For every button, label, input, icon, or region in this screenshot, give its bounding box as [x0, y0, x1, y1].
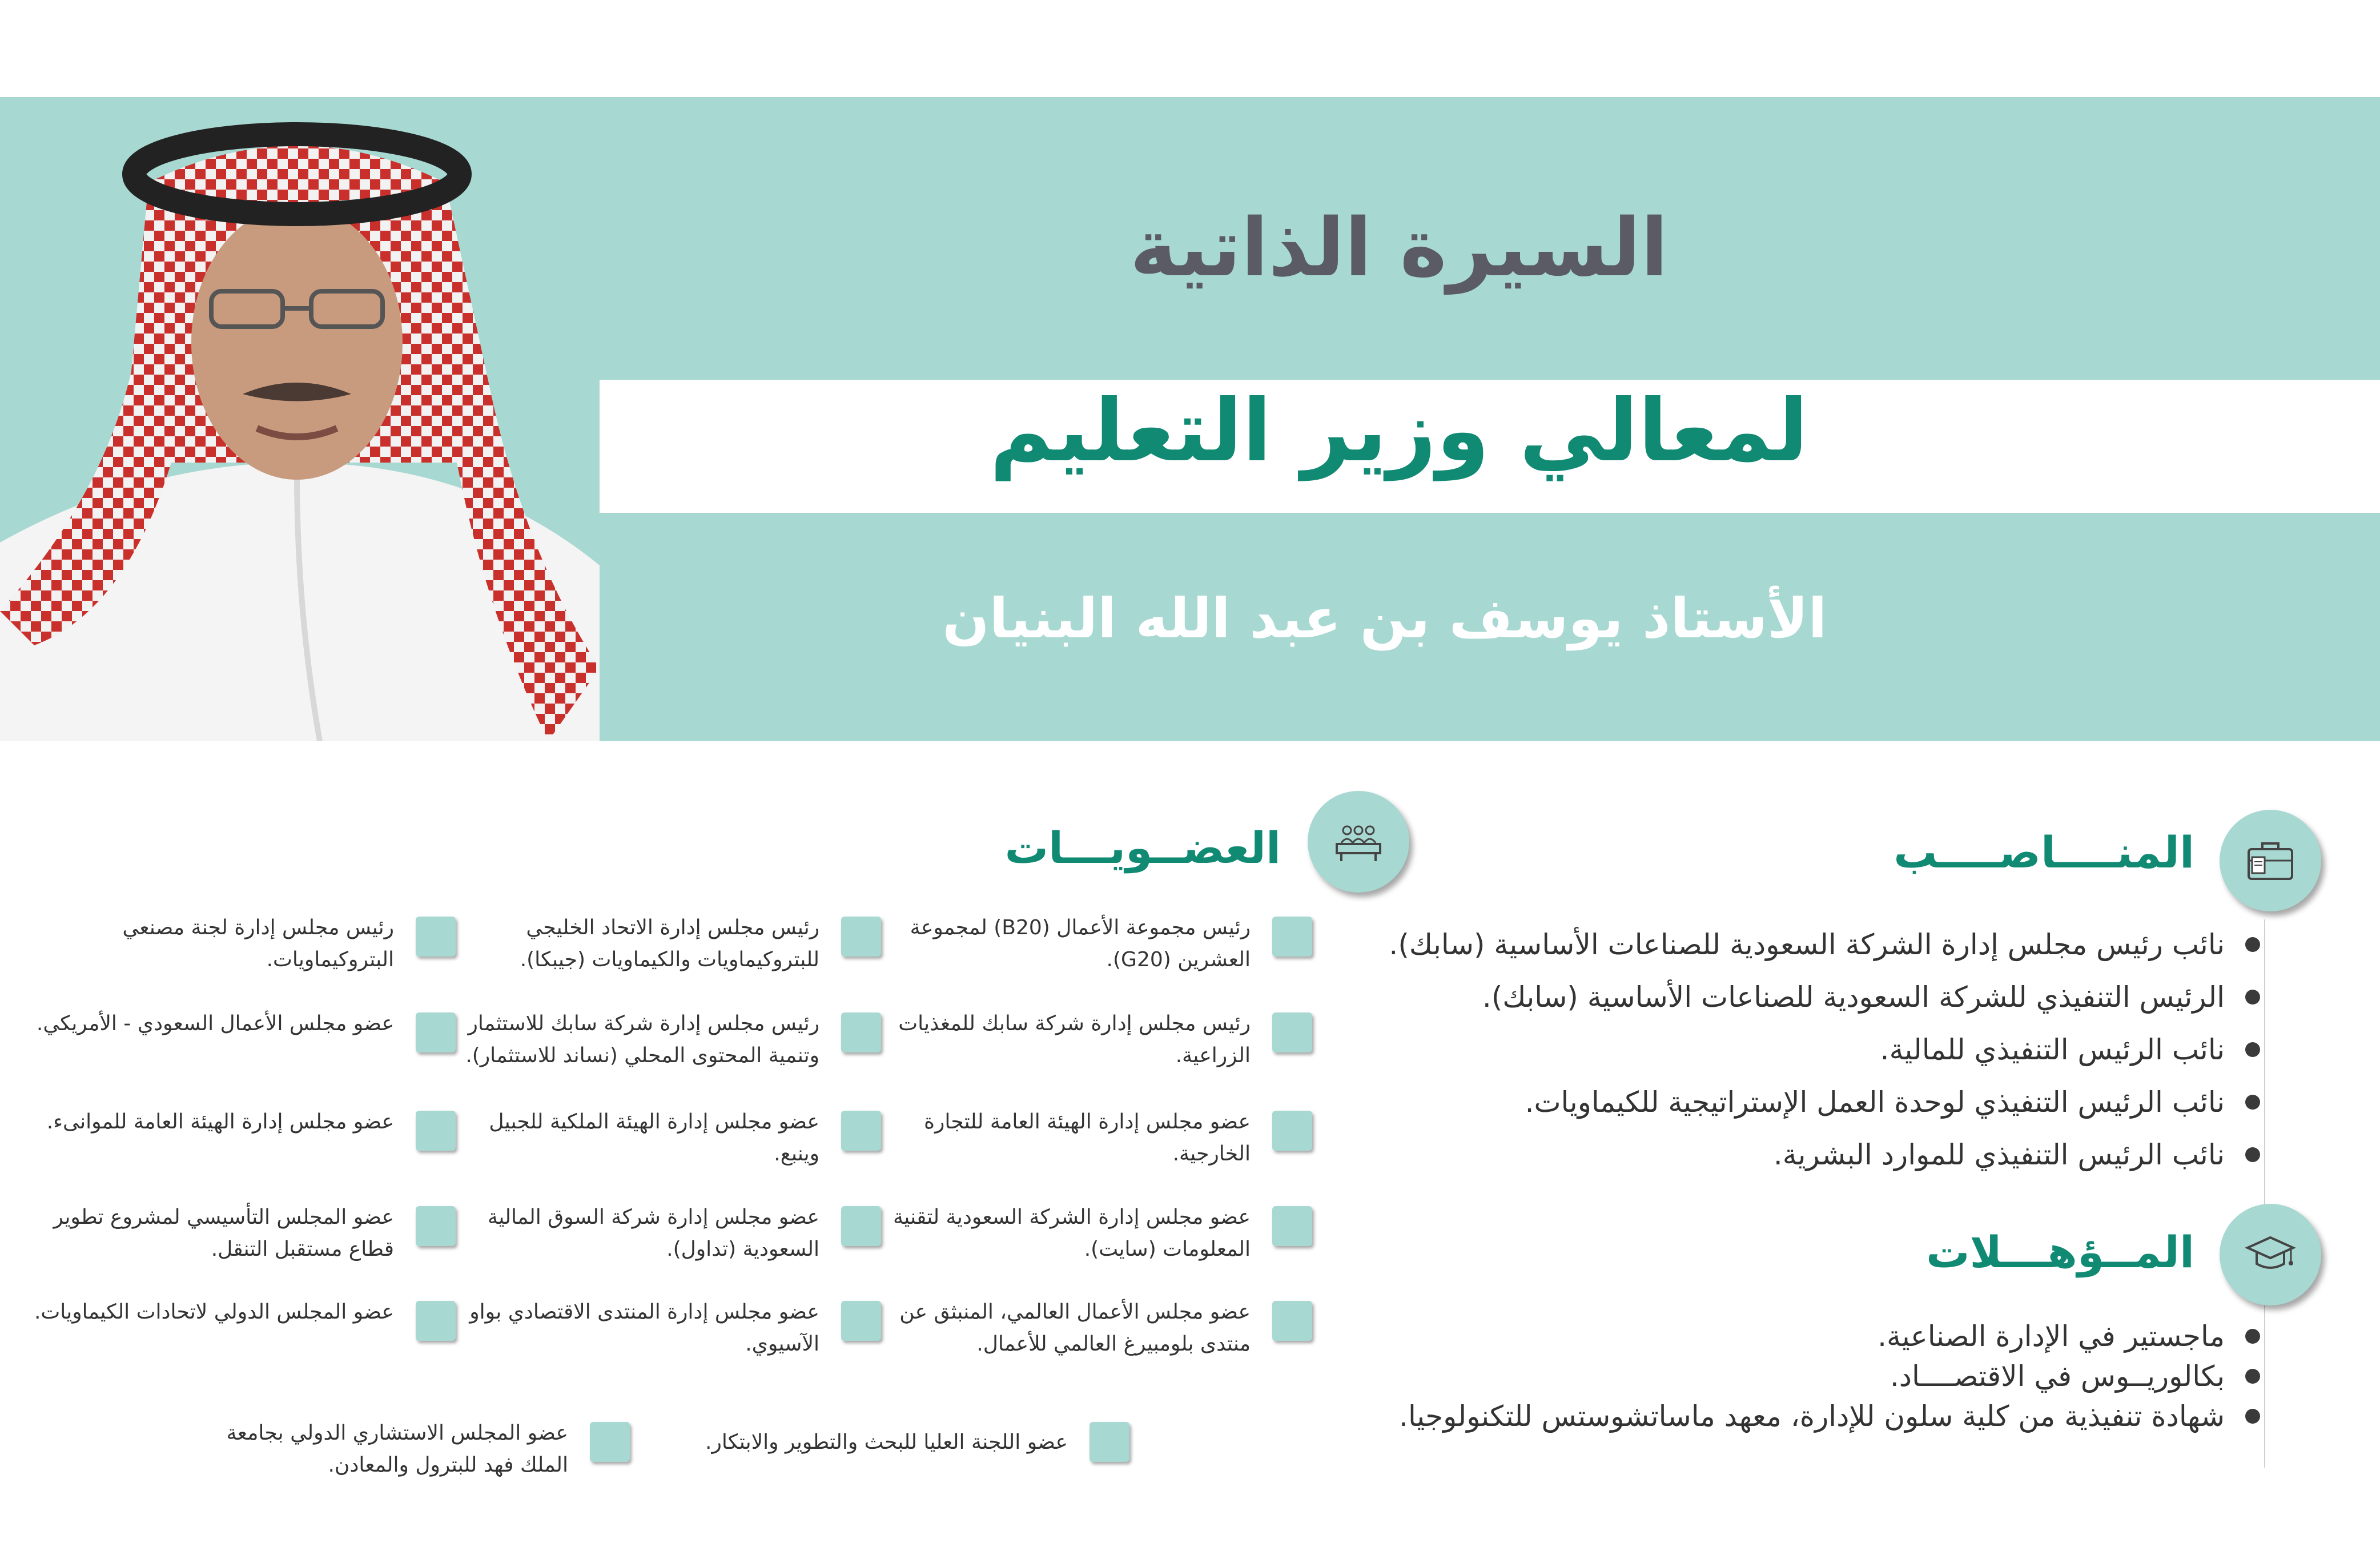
membership-item: عضو مجلس إدارة شركة السوق المالية السعودية (تداول).: [453, 1206, 881, 1303]
checkbox-icon: [1272, 917, 1312, 957]
checkbox-icon: [590, 1422, 630, 1462]
checkbox-icon: [416, 1012, 456, 1052]
checkbox-icon: [841, 1111, 881, 1151]
membership-item: رئيس مجلس إدارة الاتحاد الخليجي للبتروكيماويات والكيماويات (جيبكا).: [453, 917, 881, 1014]
list-item: الرئيس التنفيذي للشركة السعودية للصناعات الأساسية (سابك).: [1389, 971, 2260, 1023]
positions-list: [1389, 918, 2260, 1181]
graduation-cap-icon: [2242, 1226, 2299, 1283]
membership-item: عضو مجلس الأعمال العالمي، المنبثق عن منتدى بلومبيرغ العالمي للأعمال.: [884, 1301, 1312, 1398]
meeting-icon: [1330, 813, 1387, 870]
membership-item: رئيس مجلس إدارة شركة سابك للمغذيات الزراعية.: [884, 1012, 1312, 1110]
bullet-icon: [2245, 1095, 2260, 1110]
membership-item: عضو مجلس الأعمال السعودي - الأمريكي.: [27, 1012, 456, 1110]
membership-item: عضو مجلس إدارة الشركة السعودية لتقنية المعلومات (سايت).: [884, 1206, 1312, 1303]
checkbox-icon: [841, 1206, 881, 1246]
positions-icon-circle: [2220, 810, 2321, 911]
qualifications-title: المــؤهـــلات: [1926, 1227, 2194, 1277]
list-item: نائب الرئيس التنفيذي لوحدة العمل الإستراتيجية للكيماويات.: [1389, 1076, 2260, 1128]
qualifications-list: [1399, 1316, 2260, 1436]
list-item: بكالوريــوس في الاقتصــــاد.: [1399, 1356, 2260, 1396]
positions-title: المنــــاصــــب: [1893, 827, 2194, 878]
timeline-line: [2264, 919, 2265, 1468]
checkbox-icon: [1090, 1422, 1129, 1462]
bullet-icon: [2245, 1147, 2260, 1162]
list-item: نائب الرئيس التنفيذي للموارد البشرية.: [1389, 1128, 2260, 1181]
checkbox-icon: [1272, 1111, 1312, 1151]
checkbox-icon: [416, 1111, 456, 1151]
briefcase-icon: [2242, 832, 2299, 889]
person-name: الأستاذ يوسف بن عبد الله البنيان: [942, 586, 1827, 650]
page-subtitle: لمعالي وزير التعليم: [990, 381, 1808, 481]
checkbox-icon: [841, 1301, 881, 1341]
membership-item: رئيس مجموعة الأعمال (B20) لمجموعة العشرين (G20).: [884, 917, 1312, 1014]
membership-item: عضو مجلس إدارة المنتدى الاقتصادي بواو الآسيوي.: [453, 1301, 881, 1398]
checkbox-icon: [841, 1012, 881, 1052]
checkbox-icon: [1272, 1206, 1312, 1246]
bullet-icon: [2245, 937, 2260, 952]
membership-item: عضو مجلس إدارة الهيئة العامة للموانىء.: [27, 1111, 456, 1208]
membership-item: عضو المجلس الدولي لاتحادات الكيماويات.: [27, 1301, 456, 1398]
bullet-icon: [2245, 1369, 2260, 1384]
checkbox-icon: [416, 1206, 456, 1246]
membership-item: عضو مجلس إدارة الهيئة العامة للتجارة الخارجية.: [884, 1111, 1312, 1208]
memberships-title: العضــويـــات: [1004, 822, 1281, 873]
membership-item: عضو اللجنة العليا للبحث والتطوير والابتكار.: [616, 1422, 1129, 1519]
membership-item: رئيس مجلس إدارة لجنة مصنعي البتروكيماويات.: [27, 917, 456, 1014]
qualifications-icon-circle: [2220, 1204, 2321, 1305]
page-title: السيرة الذاتية: [1129, 202, 1669, 295]
list-item: ماجستير في الإدارة الصناعية.: [1399, 1316, 2260, 1356]
minister-portrait: [0, 97, 600, 741]
memberships-icon-circle: [1308, 791, 1409, 893]
bullet-icon: [2245, 1329, 2260, 1344]
checkbox-icon: [416, 1301, 456, 1341]
checkbox-icon: [841, 917, 881, 957]
checkbox-icon: [416, 917, 456, 957]
membership-item: عضو المجلس التأسيسي لمشروع تطوير قطاع مستقبل التنقل.: [27, 1206, 456, 1303]
bullet-icon: [2245, 1409, 2260, 1424]
checkbox-icon: [1272, 1012, 1312, 1052]
membership-item: عضو مجلس إدارة الهيئة الملكية للجبيل وينبع.: [453, 1111, 881, 1208]
list-item: نائب رئيس مجلس إدارة الشركة السعودية للصناعات الأساسية (سابك).: [1389, 918, 2260, 971]
membership-item: عضو المجلس الاستشاري الدولي بجامعة الملك فهد للبترول والمعادن.: [202, 1422, 630, 1519]
bullet-icon: [2245, 990, 2260, 1004]
list-item: نائب الرئيس التنفيذي للمالية.: [1389, 1023, 2260, 1076]
list-item: شهادة تنفيذية من كلية سلون للإدارة، معهد ماساتشوستس للتكنولوجيا.: [1399, 1396, 2260, 1436]
checkbox-icon: [1272, 1301, 1312, 1341]
bullet-icon: [2245, 1042, 2260, 1057]
membership-item: رئيس مجلس إدارة شركة سابك للاستثمار وتنمية المحتوى المحلي (نساند للاستثمار).: [453, 1012, 881, 1110]
